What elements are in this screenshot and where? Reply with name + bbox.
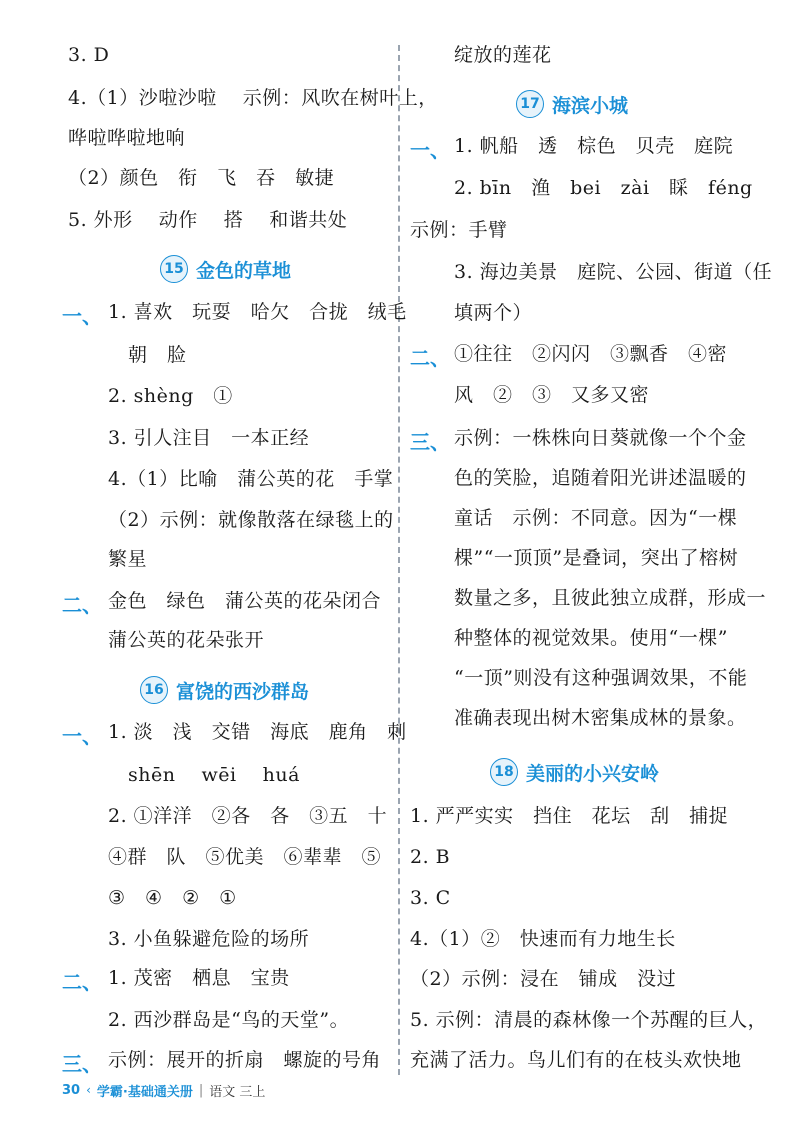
answer-line: 3. C [410, 887, 451, 909]
answer-line: 准确表现出树木密集成林的景象。 [454, 707, 747, 729]
answer-line: 数量之多，且彼此独立成群，形成一 [454, 587, 767, 609]
answer-line: （2）示例：浸在 铺成 没过 [410, 968, 677, 990]
answer-line: “一顶”则没有这种强调效果，不能 [454, 667, 748, 689]
answer-line: 示例：一株株向日葵就像一个个金 [454, 427, 747, 449]
answer-line: 充满了活力。鸟儿们有的在枝头欢快地 [410, 1049, 742, 1071]
answer-line: 3. 小鱼躲避危险的场所 [108, 928, 310, 950]
part-marker: 二、 [62, 593, 102, 617]
answer-line: 填两个） [454, 302, 533, 324]
answer-line: 4.（1）② 快速而有力地生长 [410, 928, 676, 950]
answer-line: 种整体的视觉效果。使用“一棵” [454, 627, 728, 649]
answer-line: 2. 西沙群岛是“鸟的天堂”。 [108, 1009, 350, 1031]
answer-line: 蒲公英的花朵张开 [108, 629, 265, 651]
answer-line: 2. B [410, 846, 451, 868]
answer-line: 3. 海边美景 庭院、公园、街道（任 [454, 261, 773, 283]
answer-line: 繁星 [108, 548, 148, 570]
section-title: 富饶的西沙群岛 [176, 680, 310, 703]
part-marker: 一、 [410, 138, 450, 162]
answer-line: 哗啦哗啦地响 [68, 127, 186, 149]
section-number-badge: 18 [490, 758, 518, 786]
part-marker: 二、 [410, 346, 450, 370]
answer-line: （2）示例：就像散落在绿毯上的 [108, 509, 394, 531]
answer-line: 4.（1）比喻 蒲公英的花 手掌 [108, 468, 394, 490]
answer-line: 4.（1）沙啦沙啦 示例：风吹在树叶上， [68, 87, 438, 109]
answer-line: 示例：展开的折扇 螺旋的号角 [108, 1049, 382, 1071]
section-title: 美丽的小兴安岭 [526, 762, 660, 785]
section-title: 金色的草地 [196, 259, 292, 282]
section-title: 海滨小城 [552, 94, 629, 117]
part-marker: 一、 [62, 304, 102, 328]
answer-line: 2. shèng ① [108, 385, 233, 407]
answer-line: 1. 严严实实 挡住 花坛 刮 捕捉 [410, 805, 729, 827]
answer-line: 朝 脸 [128, 344, 187, 366]
page-number: 30 [62, 1082, 81, 1098]
answer-line: 风 ② ③ 又多又密 [454, 384, 650, 406]
part-marker: 三、 [62, 1052, 102, 1076]
section-heading-16 [140, 676, 309, 704]
pinyin-line: shēn wēi huá [128, 764, 300, 786]
column-divider [398, 45, 400, 1075]
answer-line: 1. 淡 浅 交错 海底 鹿角 刺 [108, 721, 407, 743]
part-marker: 二、 [62, 970, 102, 994]
answer-line: 棵”“一顶顶”是叠词，突出了榕树 [454, 547, 739, 569]
answer-line: 3. D [68, 44, 110, 66]
part-marker: 一、 [62, 724, 102, 748]
answer-line: 1. 帆船 透 棕色 贝壳 庭院 [454, 135, 734, 157]
answer-line: 5. 外形 动作 搭 和谐共处 [68, 209, 348, 231]
section-heading-15 [160, 255, 291, 283]
answer-line: 2. bīn 渔 bei zài 睬 féng [454, 177, 753, 199]
answer-line: ③ ④ ② ① [108, 887, 237, 909]
answer-line: 3. 引人注目 一本正经 [108, 427, 310, 449]
answer-line: 1. 茂密 栖息 宝贵 [108, 967, 290, 989]
book-series-title: 学霸·基础通关册 [96, 1084, 193, 1100]
answer-line: 绽放的莲花 [454, 44, 552, 66]
section-number-badge: 17 [516, 90, 544, 118]
section-heading-18 [490, 758, 659, 786]
answer-line: 色的笑脸，追随着阳光讲述温暖的 [454, 467, 747, 489]
section-number-badge: 15 [160, 255, 188, 283]
page-footer [62, 1080, 265, 1100]
answer-line: （2）颜色 衔 飞 吞 敏捷 [68, 167, 335, 189]
answer-line: 1. 喜欢 玩耍 哈欠 合拢 绒毛 [108, 301, 407, 323]
answer-line: 2. ①洋洋 ②各 各 ③五 十 [108, 805, 388, 827]
answer-line: ①往往 ②闪闪 ③飘香 ④密 [454, 343, 728, 365]
chevron-left-icon: ‹ [86, 1083, 91, 1097]
answer-line: 金色 绿色 蒲公英的花朵闭合 [108, 590, 382, 612]
footer-separator: | [198, 1082, 204, 1098]
section-heading-17 [516, 90, 628, 118]
section-number-badge: 16 [140, 676, 168, 704]
answer-line: ④群 队 ⑤优美 ⑥辈辈 ⑤ [108, 846, 382, 868]
subject-label: 语文 三上 [209, 1084, 266, 1100]
part-marker: 三、 [410, 430, 450, 454]
answer-line: 童话 示例：不同意。因为“一棵 [454, 507, 738, 529]
answer-line: 5. 示例：清晨的森林像一个苏醒的巨人， [410, 1009, 768, 1031]
answer-line: 示例：手臂 [410, 219, 508, 241]
